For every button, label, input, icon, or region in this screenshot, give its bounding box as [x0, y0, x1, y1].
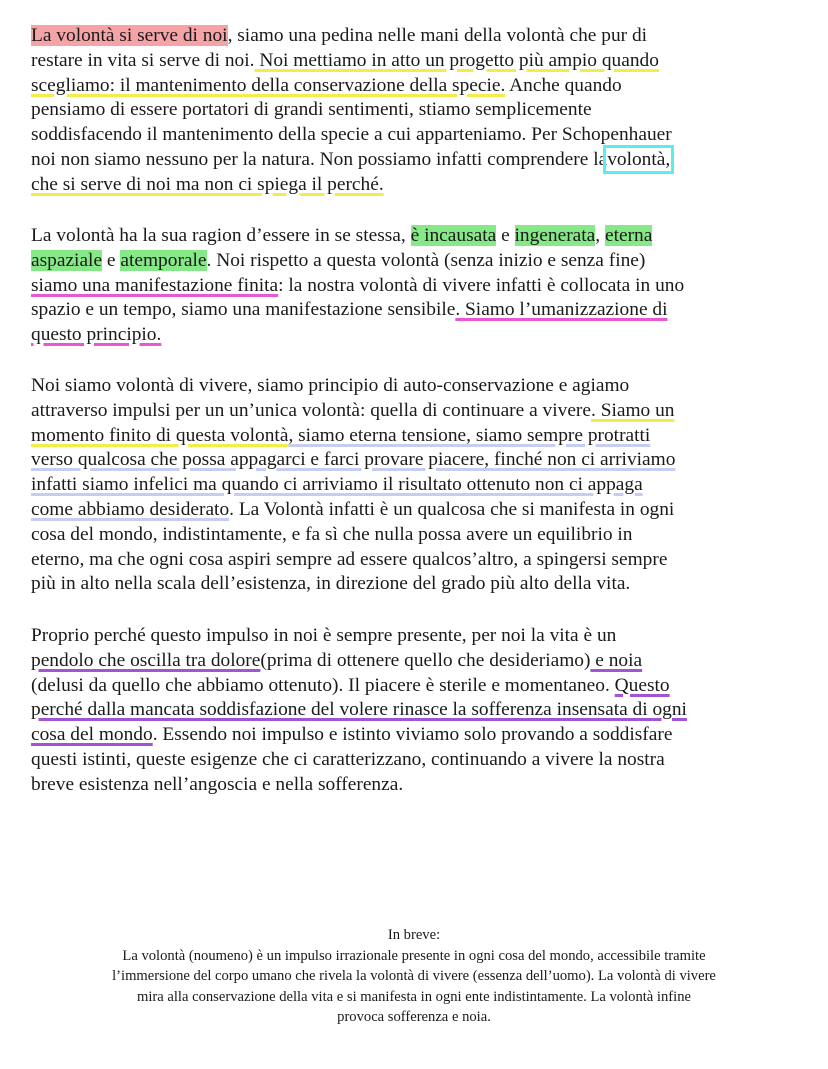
cyan-boxed-word: volontà,	[607, 148, 671, 170]
line	[31, 674, 821, 699]
line	[31, 148, 821, 173]
lavender-underline: , siamo eterna tensione, siamo sempre protratti	[288, 424, 651, 446]
green-highlight: ingenerata	[514, 225, 596, 246]
line	[31, 649, 821, 674]
line: questi istinti, queste esigenze che ci caratterizzano, continuando a vivere la nostra	[31, 748, 665, 770]
text-run: Anche quando	[505, 74, 622, 96]
line	[31, 224, 821, 249]
summary-line: La volontà (noumeno) è un impulso irrazionale presente in ogni cosa del mondo, accessibile tramite	[122, 947, 706, 964]
text-run: . La Volontà infatti è un qualcosa che si manifesta in ogni	[229, 498, 675, 520]
line: Proprio perché questo impulso in noi è sempre presente, per noi la vita è un	[31, 625, 617, 646]
yellow-underline: che si serve di noi ma non ci spiega il perché.	[31, 173, 384, 195]
line: più in alto nella scala dell’esistenza, in direzione del grado più alto della vita.	[31, 573, 631, 595]
yellow-underline: scegliamo: il mantenimento della conservazione della specie.	[31, 74, 506, 96]
line	[31, 424, 821, 449]
text-run: spazio e un tempo, siamo una manifestazione sensibile	[31, 299, 456, 321]
line	[31, 723, 821, 748]
purple-underline: e noia	[590, 649, 643, 671]
paragraph-4	[31, 624, 821, 798]
text-run: attraverso impulsi per un un’unica volontà: quella di continuare a vivere	[31, 399, 591, 421]
line: soddisfacendo il mantenimento della specie a cui apparteniamo. Per Schopenhauer	[31, 124, 672, 146]
green-highlight: eterna	[604, 225, 653, 246]
text-run: : la nostra volontà di vivere infatti è collocata in uno	[278, 274, 685, 296]
line	[31, 24, 821, 49]
line	[31, 249, 821, 274]
line	[31, 323, 821, 348]
line	[31, 698, 821, 723]
green-highlight: è incausata	[410, 225, 497, 246]
line: eterno, ma che ogni cosa aspiri sempre ad essere qualcos’altro, a spingersi sempre	[31, 548, 668, 570]
summary-title: In breve:	[387, 927, 441, 943]
line	[31, 448, 821, 473]
text-run: , siamo una pedina nelle mani della volontà che pur di	[227, 25, 648, 46]
text-run: (delusi da quello che abbiamo ottenuto). Il piacere è sterile e momentaneo.	[31, 674, 615, 696]
text-run: noi non siamo nessuno per la natura. Non possiamo infatti comprendere la	[31, 148, 608, 170]
yellow-underline: Noi mettiamo in atto un progetto più ampio quando	[254, 49, 659, 71]
purple-underline: cosa del mondo	[31, 724, 153, 746]
line: Noi siamo volontà di vivere, siamo principio di auto-conservazione e agiamo	[31, 375, 630, 396]
summary-box	[20, 925, 808, 1028]
text-run: e	[496, 225, 515, 246]
green-highlight: atemporale	[120, 249, 207, 271]
text-run: restare in vita si serve di noi.	[31, 49, 255, 71]
pink-underline: siamo una manifestazione finita	[31, 274, 279, 296]
summary-line: l’immersione del corpo umano che rivela la volontà di vivere (essenza dell’uomo). La volontà di vivere	[112, 968, 716, 984]
line	[31, 49, 821, 74]
paragraph-3	[31, 374, 821, 597]
summary-line: mira alla conservazione della vita e si manifesta in ogni ente indistintamente. La volontà infine	[137, 988, 691, 1005]
text-run: . Noi rispetto a questa volontà (senza inizio e senza fine)	[206, 249, 646, 271]
line	[31, 399, 821, 424]
line	[31, 173, 821, 198]
pink-underline: . Siamo l’umanizzazione di	[455, 299, 668, 321]
text-run: e	[102, 249, 121, 271]
text-run: La volontà ha la sua ragion d’essere in se stessa,	[31, 225, 411, 246]
lavender-underline: come abbiamo desiderato	[31, 498, 230, 520]
line: cosa del mondo, indistintamente, e fa sì che nulla possa avere un equilibrio in	[31, 523, 633, 545]
red-highlight: La volontà si serve di noi	[31, 25, 228, 46]
pink-underline: questo principio.	[31, 324, 162, 346]
purple-underline: Questo	[614, 674, 670, 696]
yellow-underline: momento finito di questa volontà	[31, 424, 289, 446]
purple-underline: perché dalla mancata soddisfazione del volere rinasce la sofferenza insensata di ogni	[31, 699, 687, 721]
line	[31, 74, 821, 99]
paragraph-1	[31, 24, 821, 198]
summary-line: provoca sofferenza e noia.	[337, 1009, 491, 1025]
line	[31, 498, 821, 523]
line: breve esistenza nell’angoscia e nella sofferenza.	[31, 773, 404, 795]
line	[31, 298, 821, 323]
lavender-underline: verso qualcosa che possa appagarci e farci provare piacere, finché non ci arriviamo	[31, 449, 676, 471]
paragraph-2	[31, 224, 821, 348]
line: pensiamo di essere portatori di grandi sentimenti, stiamo semplicemente	[31, 99, 592, 121]
text-run: (prima di ottenere quello che desideriamo)	[260, 649, 591, 671]
lavender-underline: infatti siamo infelici ma quando ci arriviamo il risultato ottenuto non ci appaga	[31, 474, 643, 496]
text-run: . Essendo noi impulso e istinto viviamo solo provando a soddisfare	[152, 724, 673, 746]
line	[31, 473, 821, 498]
yellow-underline: . Siamo un	[591, 399, 675, 421]
green-highlight: aspaziale	[31, 249, 103, 271]
purple-underline: pendolo che oscilla tra dolore	[31, 649, 261, 671]
line	[31, 274, 821, 299]
text-run: ,	[595, 225, 605, 246]
